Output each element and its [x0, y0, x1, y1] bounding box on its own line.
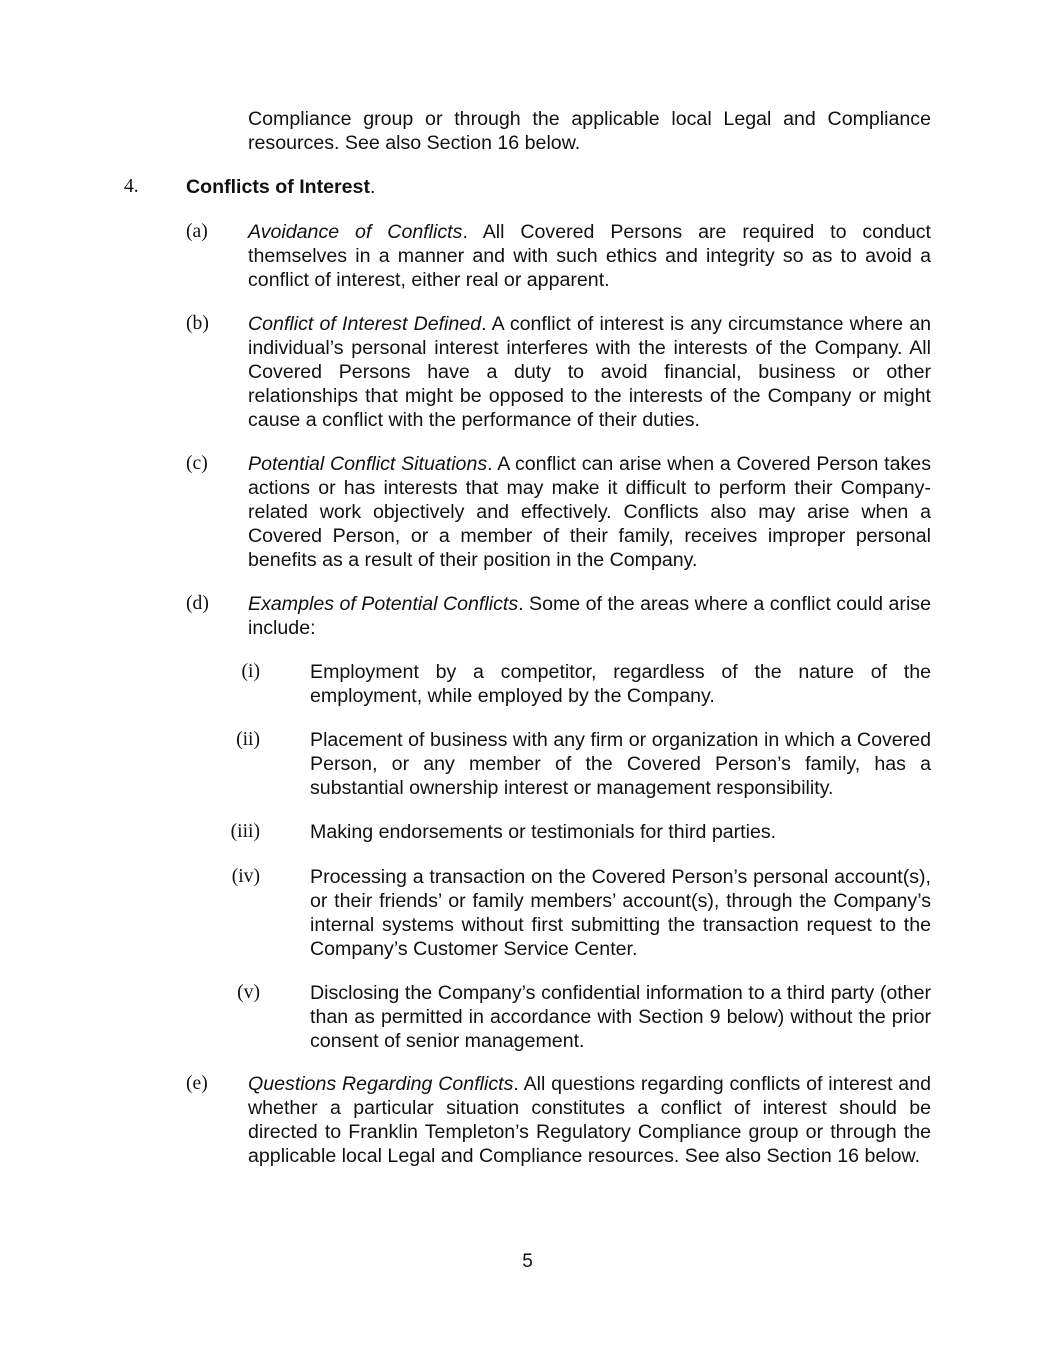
- subitem-v-label: (v): [237, 982, 260, 1003]
- item-b-label: (b): [186, 313, 209, 334]
- item-d-title: Examples of Potential Conflicts: [248, 593, 519, 615]
- subitem-i-paragraph: Employment by a competitor, regardless of the nature of the employment, while employed by the Company.: [310, 661, 931, 707]
- item-b-title: Conflict of Interest Defined: [248, 313, 482, 335]
- section-heading: [186, 175, 375, 199]
- item-e-text: . All questions regarding conflicts of interest and whether a particular situation constitutes a conflict of interest should be directed to Franklin Templeton’s Regulatory Compliance group or through the applicable local Legal and Compliance resources. See also Section 16 below.: [248, 1073, 931, 1167]
- item-e-title: Questions Regarding Conflicts: [248, 1073, 514, 1095]
- section-title: Conflicts of Interest: [186, 176, 370, 198]
- item-d-label: (d): [186, 593, 209, 614]
- subitem-ii-label: (ii): [236, 729, 260, 750]
- item-d-paragraph: [248, 592, 931, 640]
- item-e-label: (e): [186, 1073, 208, 1094]
- subitem-iii-label: (iii): [230, 821, 260, 842]
- page-number: 5: [522, 1251, 533, 1272]
- item-a-text: . All Covered Persons are required to conduct themselves in a manner and with such ethics and integrity so as to avoid a conflict of interest, either real or apparent.: [248, 221, 932, 291]
- intro-continuation-paragraph: Compliance group or through the applicable local Legal and Compliance resources. See also Section 16 below.: [248, 108, 931, 154]
- item-c-paragraph: [248, 452, 931, 572]
- section-number: 4.: [124, 176, 139, 197]
- subitem-iii-paragraph: Making endorsements or testimonials for third parties.: [310, 821, 777, 843]
- item-a-paragraph: [248, 220, 931, 292]
- subitem-iv-label: (iv): [231, 866, 260, 887]
- subitem-v-paragraph: Disclosing the Company’s confidential information to a third party (other than as permitted in accordance with Section 9 below) without the prior consent of senior management.: [310, 982, 931, 1052]
- item-c-text: . A conflict can arise when a Covered Person takes actions or has interests that may make it difficult to perform their Company-related work objectively and effectively. Conflicts also may arise when a Covered Person, or a member of their family, receives improper personal benefits as a result of their position in the Company.: [248, 453, 931, 571]
- subitem-i-label: (i): [241, 661, 260, 682]
- item-a-label: (a): [186, 221, 208, 242]
- item-c-label: (c): [186, 453, 208, 474]
- section-title-period: .: [369, 176, 376, 198]
- item-a-title: Avoidance of Conflicts: [248, 221, 463, 243]
- subitem-ii-paragraph: Placement of business with any firm or organization in which a Covered Person, or any member of the Covered Person’s family, has a substantial ownership interest or management responsibility.: [310, 729, 931, 799]
- item-b-text: . A conflict of interest is any circumstance where an individual’s personal interest interferes with the interests of the Company. All Covered Persons have a duty to avoid financial, business or other relationships that might be opposed to the interests of the Company or might cause a conflict with the performance of their duties.: [248, 313, 931, 431]
- item-c-title: Potential Conflict Situations: [248, 453, 488, 475]
- subitem-iv-paragraph: Processing a transaction on the Covered Person’s personal account(s), or their friends’ or family members’ account(s), through the Company’s internal systems without first submitting the transaction request to the Company’s Customer Service Center.: [310, 866, 931, 960]
- item-b-paragraph: [248, 312, 931, 432]
- item-e-paragraph: [248, 1072, 931, 1168]
- item-d-text: . Some of the areas where a conflict could arise include:: [248, 593, 931, 639]
